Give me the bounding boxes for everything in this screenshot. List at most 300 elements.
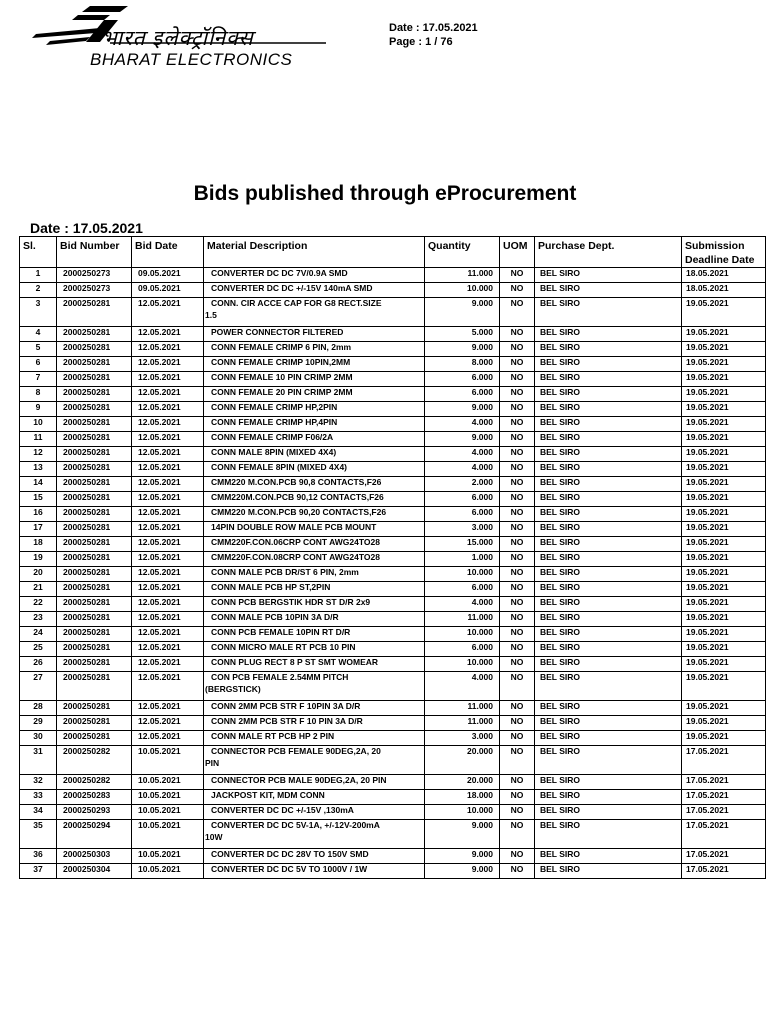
table-row (20, 283, 766, 298)
cell-quantity: 1.000 (425, 552, 500, 567)
cell-dept: BEL SIRO (535, 627, 682, 642)
description-line: CONVERTER DC DC 28V TO 150V SMD (211, 849, 369, 859)
cell-uom: NO (500, 492, 535, 507)
table-row (20, 462, 766, 477)
cell-bid-number: 2000250281 (57, 612, 132, 627)
table-row (20, 432, 766, 447)
cell-quantity: 6.000 (425, 642, 500, 657)
description-continuation: PIN (205, 757, 220, 768)
cell-uom: NO (500, 447, 535, 462)
cell-deadline: 19.05.2021 (682, 716, 766, 731)
cell-sl: 36 (20, 849, 57, 864)
cell-quantity: 10.000 (425, 627, 500, 642)
cell-quantity: 4.000 (425, 672, 500, 701)
cell-dept: BEL SIRO (535, 864, 682, 879)
description-line: CONNECTOR PCB MALE 90DEG,2A, 20 PIN (211, 775, 387, 785)
cell-description (204, 582, 425, 597)
description-continuation: 10W (205, 831, 223, 842)
header-page: Page : 1 / 76 (389, 36, 453, 48)
cell-quantity: 9.000 (425, 298, 500, 327)
cell-bid-number: 2000250281 (57, 627, 132, 642)
description-line: 14PIN DOUBLE ROW MALE PCB MOUNT (211, 522, 377, 532)
cell-description (204, 372, 425, 387)
description-line: CONN 2MM PCB STR F 10PIN 3A D/R (211, 701, 361, 711)
cell-bid-date: 09.05.2021 (132, 283, 204, 298)
cell-deadline: 19.05.2021 (682, 492, 766, 507)
cell-bid-date: 10.05.2021 (132, 849, 204, 864)
cell-uom: NO (500, 672, 535, 701)
cell-bid-number: 2000250281 (57, 462, 132, 477)
cell-bid-date: 12.05.2021 (132, 552, 204, 567)
cell-bid-date: 12.05.2021 (132, 612, 204, 627)
description-line: CONN FEMALE CRIMP F06/2A (211, 432, 334, 442)
cell-bid-date: 12.05.2021 (132, 582, 204, 597)
cell-quantity: 4.000 (425, 462, 500, 477)
cell-bid-date: 12.05.2021 (132, 462, 204, 477)
cell-deadline: 19.05.2021 (682, 701, 766, 716)
cell-bid-date: 12.05.2021 (132, 387, 204, 402)
description-line: CONVERTER DC DC 5V TO 1000V / 1W (211, 864, 368, 874)
cell-description (204, 402, 425, 417)
cell-quantity: 9.000 (425, 402, 500, 417)
cell-uom: NO (500, 701, 535, 716)
cell-bid-number: 2000250304 (57, 864, 132, 879)
description-line: CONN. CIR ACCE CAP FOR G8 RECT.SIZE (211, 298, 382, 308)
cell-bid-number: 2000250281 (57, 447, 132, 462)
cell-quantity: 4.000 (425, 597, 500, 612)
cell-dept: BEL SIRO (535, 402, 682, 417)
cell-quantity: 18.000 (425, 790, 500, 805)
cell-deadline: 19.05.2021 (682, 327, 766, 342)
cell-description (204, 597, 425, 612)
table-row (20, 657, 766, 672)
cell-bid-number: 2000250281 (57, 642, 132, 657)
description-line: CONN FEMALE CRIMP 6 PIN, 2mm (211, 342, 352, 352)
cell-quantity: 9.000 (425, 820, 500, 849)
cell-uom: NO (500, 522, 535, 537)
cell-deadline: 19.05.2021 (682, 417, 766, 432)
cell-uom: NO (500, 582, 535, 597)
cell-sl: 23 (20, 612, 57, 627)
cell-deadline: 19.05.2021 (682, 357, 766, 372)
cell-uom: NO (500, 283, 535, 298)
cell-uom: NO (500, 746, 535, 775)
cell-bid-number: 2000250294 (57, 820, 132, 849)
cell-sl: 14 (20, 477, 57, 492)
cell-uom: NO (500, 567, 535, 582)
description-line: CONN FEMALE CRIMP HP,4PIN (211, 417, 338, 427)
cell-uom: NO (500, 298, 535, 327)
cell-deadline: 19.05.2021 (682, 642, 766, 657)
cell-bid-number: 2000250281 (57, 387, 132, 402)
cell-uom: NO (500, 402, 535, 417)
table-row (20, 612, 766, 627)
cell-dept: BEL SIRO (535, 612, 682, 627)
description-line: CMM220F.CON.06CRP CONT AWG24TO28 (211, 537, 380, 547)
table-row (20, 849, 766, 864)
cell-uom: NO (500, 387, 535, 402)
cell-sl: 9 (20, 402, 57, 417)
cell-uom: NO (500, 417, 535, 432)
description-line: CONN PLUG RECT 8 P ST SMT WOMEAR (211, 657, 379, 667)
cell-quantity: 8.000 (425, 357, 500, 372)
cell-bid-number: 2000250282 (57, 746, 132, 775)
cell-description (204, 417, 425, 432)
cell-uom: NO (500, 537, 535, 552)
cell-description (204, 522, 425, 537)
cell-bid-date: 10.05.2021 (132, 790, 204, 805)
cell-bid-number: 2000250281 (57, 701, 132, 716)
cell-sl: 4 (20, 327, 57, 342)
cell-description (204, 387, 425, 402)
cell-bid-date: 12.05.2021 (132, 567, 204, 582)
cell-description (204, 805, 425, 820)
cell-bid-date: 12.05.2021 (132, 731, 204, 746)
cell-description (204, 492, 425, 507)
cell-quantity: 15.000 (425, 537, 500, 552)
cell-uom: NO (500, 432, 535, 447)
cell-bid-date: 10.05.2021 (132, 775, 204, 790)
cell-deadline: 19.05.2021 (682, 731, 766, 746)
table-row (20, 716, 766, 731)
cell-bid-number: 2000250281 (57, 672, 132, 701)
description-line: CONVERTER DC DC 5V-1A, +/-12V-200mA (211, 820, 380, 830)
cell-description (204, 432, 425, 447)
cell-sl: 1 (20, 268, 57, 283)
cell-description (204, 864, 425, 879)
description-line: CONN MALE PCB 10PIN 3A D/R (211, 612, 339, 622)
cell-dept: BEL SIRO (535, 805, 682, 820)
cell-bid-date: 12.05.2021 (132, 672, 204, 701)
cell-dept: BEL SIRO (535, 597, 682, 612)
cell-uom: NO (500, 642, 535, 657)
cell-quantity: 6.000 (425, 387, 500, 402)
cell-uom: NO (500, 805, 535, 820)
cell-bid-number: 2000250273 (57, 268, 132, 283)
cell-uom: NO (500, 820, 535, 849)
cell-description (204, 537, 425, 552)
cell-description (204, 268, 425, 283)
cell-bid-date: 12.05.2021 (132, 372, 204, 387)
description-line: CMM220F.CON.08CRP CONT AWG24TO28 (211, 552, 380, 562)
cell-dept: BEL SIRO (535, 417, 682, 432)
cell-dept: BEL SIRO (535, 283, 682, 298)
table-row (20, 507, 766, 522)
cell-bid-number: 2000250281 (57, 597, 132, 612)
cell-description (204, 701, 425, 716)
cell-deadline: 19.05.2021 (682, 552, 766, 567)
table-row (20, 567, 766, 582)
cell-uom: NO (500, 477, 535, 492)
cell-sl: 32 (20, 775, 57, 790)
description-line: CONN MICRO MALE RT PCB 10 PIN (211, 642, 356, 652)
table-row (20, 582, 766, 597)
cell-uom: NO (500, 864, 535, 879)
cell-sl: 12 (20, 447, 57, 462)
cell-bid-date: 12.05.2021 (132, 298, 204, 327)
cell-uom: NO (500, 849, 535, 864)
cell-bid-date: 12.05.2021 (132, 522, 204, 537)
table-row (20, 417, 766, 432)
cell-bid-number: 2000250281 (57, 731, 132, 746)
report-date: Date : 17.05.2021 (30, 220, 143, 236)
cell-bid-number: 2000250281 (57, 522, 132, 537)
cell-description (204, 462, 425, 477)
description-line: CONNECTOR PCB FEMALE 90DEG,2A, 20 (211, 746, 381, 756)
cell-sl: 34 (20, 805, 57, 820)
cell-deadline: 19.05.2021 (682, 567, 766, 582)
table-row (20, 552, 766, 567)
cell-sl: 24 (20, 627, 57, 642)
cell-bid-date: 12.05.2021 (132, 537, 204, 552)
cell-deadline: 19.05.2021 (682, 372, 766, 387)
cell-quantity: 11.000 (425, 612, 500, 627)
cell-deadline: 19.05.2021 (682, 612, 766, 627)
cell-uom: NO (500, 268, 535, 283)
table-row (20, 327, 766, 342)
cell-bid-number: 2000250281 (57, 372, 132, 387)
description-line: CONN MALE RT PCB HP 2 PIN (211, 731, 335, 741)
cell-bid-number: 2000250281 (57, 342, 132, 357)
cell-bid-number: 2000250293 (57, 805, 132, 820)
cell-uom: NO (500, 327, 535, 342)
cell-dept: BEL SIRO (535, 746, 682, 775)
cell-description (204, 612, 425, 627)
cell-sl: 6 (20, 357, 57, 372)
cell-bid-number: 2000250281 (57, 657, 132, 672)
cell-uom: NO (500, 552, 535, 567)
cell-bid-date: 12.05.2021 (132, 432, 204, 447)
cell-bid-date: 12.05.2021 (132, 492, 204, 507)
table-row (20, 597, 766, 612)
cell-dept: BEL SIRO (535, 790, 682, 805)
cell-deadline: 19.05.2021 (682, 387, 766, 402)
col-uom: UOM (500, 237, 535, 268)
cell-quantity: 4.000 (425, 417, 500, 432)
cell-bid-number: 2000250281 (57, 417, 132, 432)
description-line: CONN MALE PCB HP ST,2PIN (211, 582, 331, 592)
table-row (20, 775, 766, 790)
cell-bid-date: 12.05.2021 (132, 342, 204, 357)
cell-dept: BEL SIRO (535, 372, 682, 387)
cell-bid-date: 12.05.2021 (132, 597, 204, 612)
cell-dept: BEL SIRO (535, 642, 682, 657)
cell-bid-number: 2000250281 (57, 357, 132, 372)
cell-sl: 30 (20, 731, 57, 746)
table-row (20, 746, 766, 775)
table-row (20, 731, 766, 746)
table-row (20, 522, 766, 537)
cell-quantity: 20.000 (425, 746, 500, 775)
cell-quantity: 10.000 (425, 567, 500, 582)
description-line: POWER CONNECTOR FILTERED (211, 327, 344, 337)
description-line: CONN FEMALE CRIMP HP,2PIN (211, 402, 338, 412)
cell-description (204, 642, 425, 657)
cell-dept: BEL SIRO (535, 492, 682, 507)
cell-sl: 37 (20, 864, 57, 879)
cell-deadline: 19.05.2021 (682, 582, 766, 597)
page-title: Bids published through eProcurement (193, 182, 577, 205)
description-line: CONN 2MM PCB STR F 10 PIN 3A D/R (211, 716, 363, 726)
cell-deadline: 18.05.2021 (682, 283, 766, 298)
cell-deadline: 18.05.2021 (682, 268, 766, 283)
cell-sl: 8 (20, 387, 57, 402)
cell-description (204, 283, 425, 298)
cell-quantity: 9.000 (425, 432, 500, 447)
cell-dept: BEL SIRO (535, 731, 682, 746)
description-line: CONN MALE PCB DR/ST 6 PIN, 2mm (211, 567, 359, 577)
cell-sl: 35 (20, 820, 57, 849)
cell-bid-date: 10.05.2021 (132, 805, 204, 820)
cell-quantity: 9.000 (425, 342, 500, 357)
cell-sl: 21 (20, 582, 57, 597)
table-row (20, 268, 766, 283)
cell-deadline: 19.05.2021 (682, 432, 766, 447)
cell-sl: 10 (20, 417, 57, 432)
description-line: CON PCB FEMALE 2.54MM PITCH (211, 672, 349, 682)
cell-bid-number: 2000250281 (57, 432, 132, 447)
cell-dept: BEL SIRO (535, 357, 682, 372)
description-line: CONVERTER DC DC +/-15V ,130mA (211, 805, 354, 815)
cell-sl: 18 (20, 537, 57, 552)
cell-bid-date: 12.05.2021 (132, 447, 204, 462)
table-row (20, 447, 766, 462)
table-row (20, 537, 766, 552)
cell-sl: 11 (20, 432, 57, 447)
cell-deadline: 19.05.2021 (682, 657, 766, 672)
cell-dept: BEL SIRO (535, 775, 682, 790)
description-line: CONVERTER DC DC 7V/0.9A SMD (211, 268, 348, 278)
cell-sl: 17 (20, 522, 57, 537)
cell-description (204, 627, 425, 642)
description-line: CONN MALE 8PIN (MIXED 4X4) (211, 447, 337, 457)
cell-uom: NO (500, 627, 535, 642)
cell-description (204, 567, 425, 582)
cell-bid-date: 09.05.2021 (132, 268, 204, 283)
cell-sl: 7 (20, 372, 57, 387)
description-continuation: 1.5 (205, 309, 217, 320)
cell-sl: 22 (20, 597, 57, 612)
cell-description (204, 507, 425, 522)
cell-bid-number: 2000250281 (57, 492, 132, 507)
cell-quantity: 10.000 (425, 283, 500, 298)
cell-deadline: 17.05.2021 (682, 746, 766, 775)
cell-uom: NO (500, 790, 535, 805)
cell-bid-date: 10.05.2021 (132, 820, 204, 849)
table-row (20, 387, 766, 402)
cell-dept: BEL SIRO (535, 462, 682, 477)
table-row (20, 372, 766, 387)
cell-sl: 31 (20, 746, 57, 775)
logo-english-text: BHARAT ELECTRONICS (90, 50, 293, 69)
cell-description (204, 477, 425, 492)
cell-dept: BEL SIRO (535, 268, 682, 283)
description-line: CONN FEMALE 10 PIN CRIMP 2MM (211, 372, 353, 382)
cell-bid-date: 10.05.2021 (132, 746, 204, 775)
description-line: CMM220 M.CON.PCB 90,20 CONTACTS,F26 (211, 507, 387, 517)
cell-description (204, 552, 425, 567)
cell-bid-number: 2000250283 (57, 790, 132, 805)
cell-bid-date: 12.05.2021 (132, 477, 204, 492)
cell-quantity: 3.000 (425, 731, 500, 746)
cell-bid-date: 12.05.2021 (132, 357, 204, 372)
bel-logo (30, 6, 330, 70)
cell-quantity: 11.000 (425, 701, 500, 716)
col-description: Material Description (204, 237, 425, 268)
cell-sl: 15 (20, 492, 57, 507)
cell-description (204, 820, 425, 849)
description-line: CONN FEMALE 8PIN (MIXED 4X4) (211, 462, 348, 472)
cell-bid-number: 2000250282 (57, 775, 132, 790)
cell-dept: BEL SIRO (535, 567, 682, 582)
table-row (20, 790, 766, 805)
cell-deadline: 19.05.2021 (682, 462, 766, 477)
cell-uom: NO (500, 372, 535, 387)
cell-dept: BEL SIRO (535, 672, 682, 701)
description-line: CONN PCB BERGSTIK HDR ST D/R 2x9 (211, 597, 371, 607)
cell-dept: BEL SIRO (535, 387, 682, 402)
table-row (20, 342, 766, 357)
cell-deadline: 19.05.2021 (682, 597, 766, 612)
table-row (20, 477, 766, 492)
cell-dept: BEL SIRO (535, 716, 682, 731)
table-row (20, 492, 766, 507)
cell-deadline: 17.05.2021 (682, 849, 766, 864)
cell-dept: BEL SIRO (535, 327, 682, 342)
cell-bid-number: 2000250281 (57, 402, 132, 417)
cell-uom: NO (500, 612, 535, 627)
cell-dept: BEL SIRO (535, 507, 682, 522)
cell-quantity: 2.000 (425, 477, 500, 492)
cell-sl: 13 (20, 462, 57, 477)
cell-description (204, 746, 425, 775)
bids-table (19, 236, 766, 879)
table-row (20, 805, 766, 820)
cell-deadline: 17.05.2021 (682, 790, 766, 805)
cell-bid-number: 2000250281 (57, 507, 132, 522)
description-line: CONN FEMALE CRIMP 10PIN,2MM (211, 357, 351, 367)
description-continuation: (BERGSTICK) (205, 683, 261, 694)
cell-description (204, 849, 425, 864)
cell-quantity: 6.000 (425, 582, 500, 597)
col-dept: Purchase Dept. (535, 237, 682, 268)
cell-bid-number: 2000250281 (57, 327, 132, 342)
cell-sl: 29 (20, 716, 57, 731)
cell-quantity: 20.000 (425, 775, 500, 790)
cell-bid-number: 2000250281 (57, 552, 132, 567)
cell-deadline: 19.05.2021 (682, 507, 766, 522)
cell-description (204, 672, 425, 701)
cell-deadline: 17.05.2021 (682, 775, 766, 790)
cell-description (204, 775, 425, 790)
cell-description (204, 716, 425, 731)
description-line: JACKPOST KIT, MDM CONN (211, 790, 325, 800)
table-row (20, 627, 766, 642)
cell-bid-number: 2000250281 (57, 537, 132, 552)
cell-dept: BEL SIRO (535, 522, 682, 537)
cell-quantity: 10.000 (425, 805, 500, 820)
cell-uom: NO (500, 716, 535, 731)
cell-uom: NO (500, 462, 535, 477)
header-meta (389, 21, 478, 49)
header-date: Date : 17.05.2021 (389, 22, 478, 34)
cell-uom: NO (500, 731, 535, 746)
cell-bid-date: 12.05.2021 (132, 642, 204, 657)
cell-bid-number: 2000250281 (57, 567, 132, 582)
cell-bid-date: 12.05.2021 (132, 701, 204, 716)
cell-deadline: 19.05.2021 (682, 627, 766, 642)
cell-deadline: 19.05.2021 (682, 447, 766, 462)
